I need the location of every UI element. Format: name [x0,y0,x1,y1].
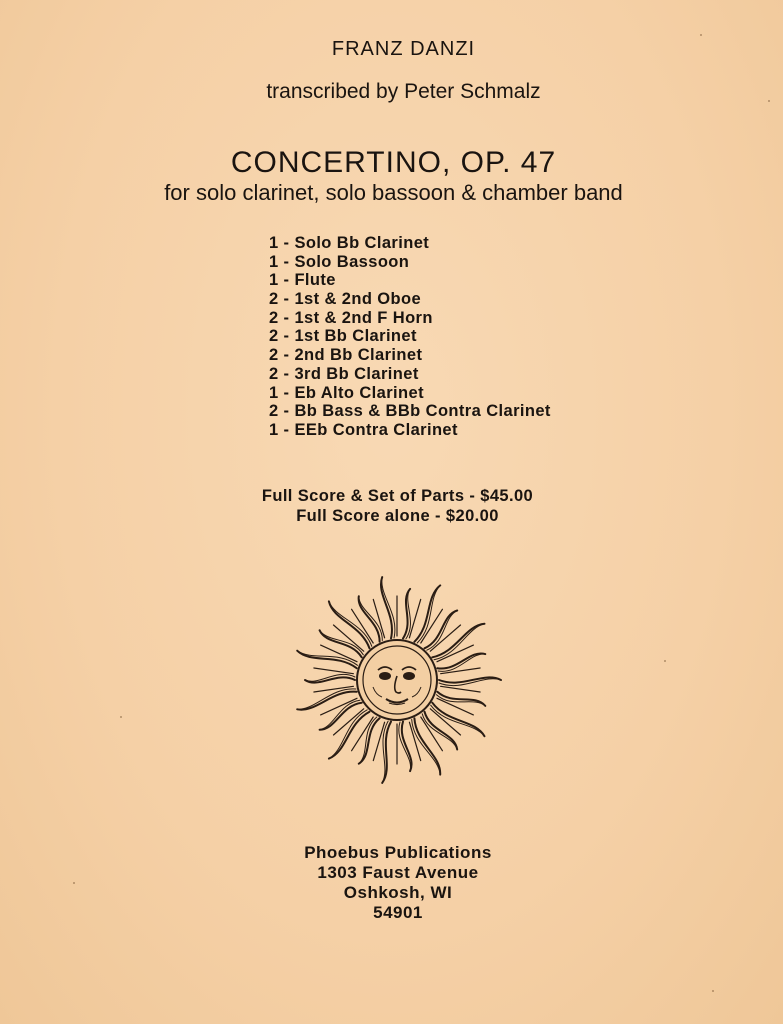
publisher-block [0,843,783,923]
sun-ray [359,718,380,764]
composer-name: FRANZ DANZI [331,38,476,60]
paper-speck [120,716,122,718]
instrument-line: 2 - 1st Bb Clarinet [269,327,417,346]
publisher-city: Oshkosh, WI [343,883,453,902]
sun-face-icon [285,575,510,785]
sun-ray-detail [399,722,411,771]
sun-ray-straight [409,722,420,760]
paper-speck [712,990,714,992]
instrument-line: 1 - Eb Alto Clarinet [269,383,424,402]
price-full-set: Full Score & Set of Parts - $45.00 [261,487,534,505]
pricing-block [0,486,783,526]
publisher-zip: 54901 [373,903,423,922]
sun-ray [439,677,501,682]
sun-ray-straight [314,668,354,674]
sun-ray-straight [373,599,384,637]
instrument-line: 1 - Flute [269,271,336,290]
instrument-line: 2 - 2nd Bb Clarinet [269,346,423,365]
sun-ray-straight [421,717,443,751]
sun-ray [305,677,355,682]
sun-ray-straight [441,686,481,692]
publisher-street: 1303 Faust Avenue [317,863,479,882]
transcriber-credit: transcribed by Peter Schmalz [266,80,541,103]
instrument-line: 1 - Solo Bassoon [269,252,410,271]
paper-speck [73,882,75,884]
paper-speck [664,660,666,662]
instrument-line: 2 - Bb Bass & BBb Contra Clarinet [269,402,551,421]
instrument-line: 1 - EEb Contra Clarinet [269,420,458,439]
sun-face [357,640,437,720]
work-subtitle: for solo clarinet, solo bassoon & chamber band [164,180,623,205]
work-title: CONCERTINO, OP. 47 [230,146,557,179]
sun-ray-detail [382,577,395,638]
sun-ray-straight [352,609,374,643]
sun-ray-straight [409,599,420,637]
paper-speck [768,100,770,102]
instrument-line: 1 - Solo Bb Clarinet [269,234,430,252]
instrument-line: 2 - 3rd Bb Clarinet [269,364,419,383]
sun-ray [437,692,485,706]
instrument-line: 2 - 1st & 2nd F Horn [269,308,433,327]
sun-ray [297,692,357,710]
price-score-alone: Full Score alone - $20.00 [296,507,499,525]
instrument-line: 2 - 1st & 2nd Oboe [269,290,422,309]
publisher-name: Phoebus Publications [304,843,492,862]
paper-speck [700,34,702,36]
sun-ray-straight [334,709,364,735]
instrumentation-list [269,234,551,440]
